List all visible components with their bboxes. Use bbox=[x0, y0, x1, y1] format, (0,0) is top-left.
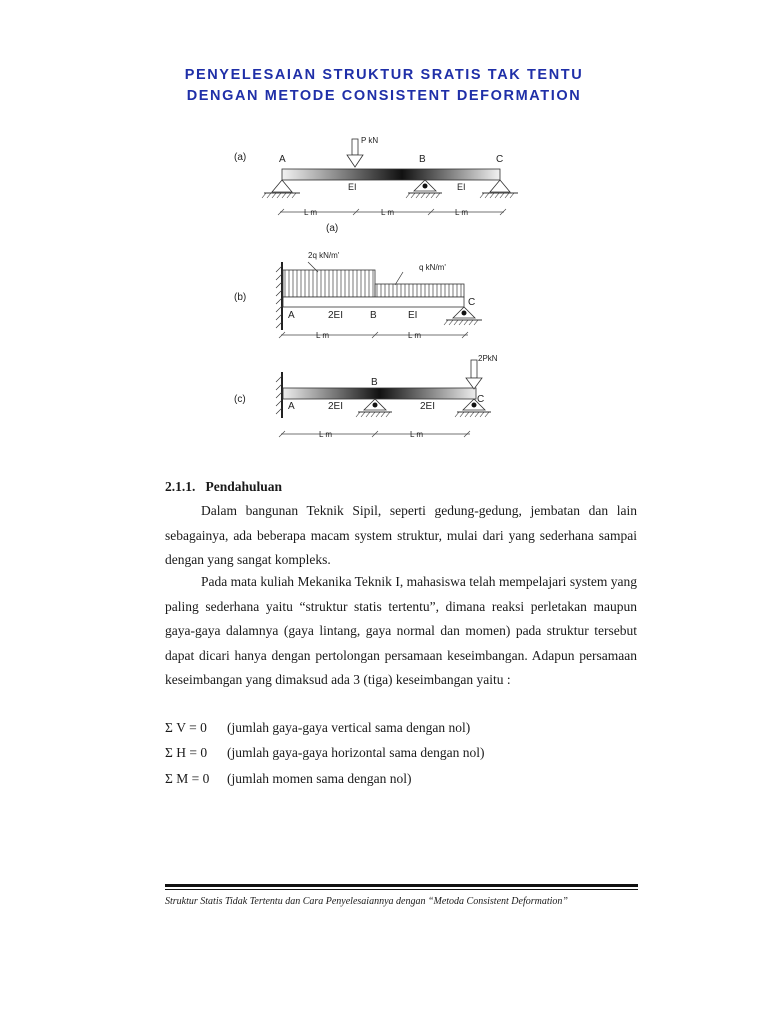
beam-b bbox=[283, 297, 464, 307]
span-length-label: L m bbox=[408, 331, 422, 340]
roller-support-icon bbox=[455, 399, 491, 417]
node-c-label: C bbox=[468, 297, 476, 308]
figure-a-caption: (a) bbox=[326, 223, 339, 234]
roller-support-icon bbox=[356, 399, 392, 417]
fixed-support-icon bbox=[276, 372, 282, 418]
figure-b bbox=[234, 251, 482, 340]
footer-rule bbox=[165, 884, 638, 887]
dimension-line bbox=[279, 431, 470, 437]
beam-c bbox=[283, 388, 476, 399]
distributed-load-q bbox=[375, 284, 464, 297]
figure-c bbox=[234, 354, 498, 439]
ei-label: 2EI bbox=[420, 401, 436, 412]
point-load-label: 2PkN bbox=[478, 354, 498, 363]
equation-lhs: Σ H = 0 bbox=[165, 745, 208, 760]
equation-description: (jumlah gaya-gaya horizontal sama dengan nol) bbox=[227, 745, 485, 760]
roller-support-icon bbox=[444, 307, 482, 325]
span-length-label: L m bbox=[316, 331, 330, 340]
page-title-line-1: PENYELESAIAN STRUKTUR SRATIS TAK TENTU bbox=[184, 67, 584, 83]
load-2q-label: 2q kN/m' bbox=[308, 251, 340, 260]
node-c-label: C bbox=[496, 154, 504, 165]
roller-support-icon bbox=[406, 180, 442, 198]
figure-c-tag: (c) bbox=[234, 394, 246, 405]
point-load-arrow-icon bbox=[466, 360, 482, 389]
span-length-label: L m bbox=[319, 430, 333, 439]
paragraph-1: Dalam bangunan Teknik Sipil, seperti gedung-gedung, jembatan dan lain sebagainya, ada beberapa macam system struktur, mulai dari yang sederhana sampai dengan yang sangat kompleks. bbox=[165, 503, 637, 567]
page-title-line-2: DENGAN METODE CONSISTENT DEFORMATION bbox=[186, 88, 582, 104]
node-a-label: A bbox=[288, 310, 295, 321]
distributed-load-2q bbox=[283, 270, 375, 297]
figure-a bbox=[234, 136, 518, 234]
point-load-label: P kN bbox=[361, 136, 379, 145]
node-b-label: B bbox=[371, 377, 378, 388]
equation-sum-h bbox=[165, 745, 485, 761]
ei-label: 2EI bbox=[328, 310, 344, 321]
equation-description: (jumlah gaya-gaya vertical sama dengan nol) bbox=[227, 720, 471, 735]
span-length-label: L m bbox=[381, 208, 395, 217]
pin-support-icon bbox=[480, 180, 518, 198]
figure-b-tag: (b) bbox=[234, 292, 247, 303]
node-b-label: B bbox=[370, 310, 377, 321]
equation-description: (jumlah momen sama dengan nol) bbox=[227, 771, 412, 786]
equation-lhs: Σ V = 0 bbox=[165, 720, 207, 735]
ei-label: 2EI bbox=[328, 401, 344, 412]
node-a-label: A bbox=[288, 401, 295, 412]
ei-label: EI bbox=[348, 182, 357, 192]
section-heading: 2.1.1. Pendahuluan bbox=[165, 479, 283, 494]
beam-figures bbox=[0, 0, 768, 470]
footer-rule-thin bbox=[165, 889, 638, 890]
beam-a bbox=[282, 169, 500, 180]
ei-label: EI bbox=[457, 182, 466, 192]
span-length-label: L m bbox=[455, 208, 469, 217]
ei-label: EI bbox=[408, 310, 418, 321]
figure-a-tag: (a) bbox=[234, 152, 247, 163]
pin-support-icon bbox=[262, 180, 300, 198]
equation-lhs: Σ M = 0 bbox=[165, 771, 210, 786]
dimension-line bbox=[279, 332, 468, 338]
equation-sum-m bbox=[165, 771, 411, 787]
span-length-label: L m bbox=[410, 430, 424, 439]
page-footer: Struktur Statis Tidak Tertentu dan Cara Penyelesaiannya dengan “Metoda Consistent Deformation” bbox=[165, 896, 568, 907]
fixed-support-icon bbox=[276, 262, 282, 330]
node-a-label: A bbox=[279, 154, 286, 165]
load-q-label: q kN/m' bbox=[419, 263, 446, 272]
paragraph-2: Pada mata kuliah Mekanika Teknik I, mahasiswa telah mempelajari system yang paling sederhana yaitu “struktur statis tertentu”, dimana reaksi perletakan maupun gaya-gaya dalamnya (gaya lintang, gaya normal dan momen) pada struktur tersebut dapat dicari hanya dengan pertolongan persamaan keseimbangan. Adapun persamaan keseimbangan yang dimaksud ada 3 (tiga) keseimbangan yaitu : bbox=[165, 574, 637, 687]
node-c-label: C bbox=[477, 394, 485, 405]
span-length-label: L m bbox=[304, 208, 318, 217]
node-b-label: B bbox=[419, 154, 426, 165]
equation-sum-v bbox=[165, 720, 470, 736]
